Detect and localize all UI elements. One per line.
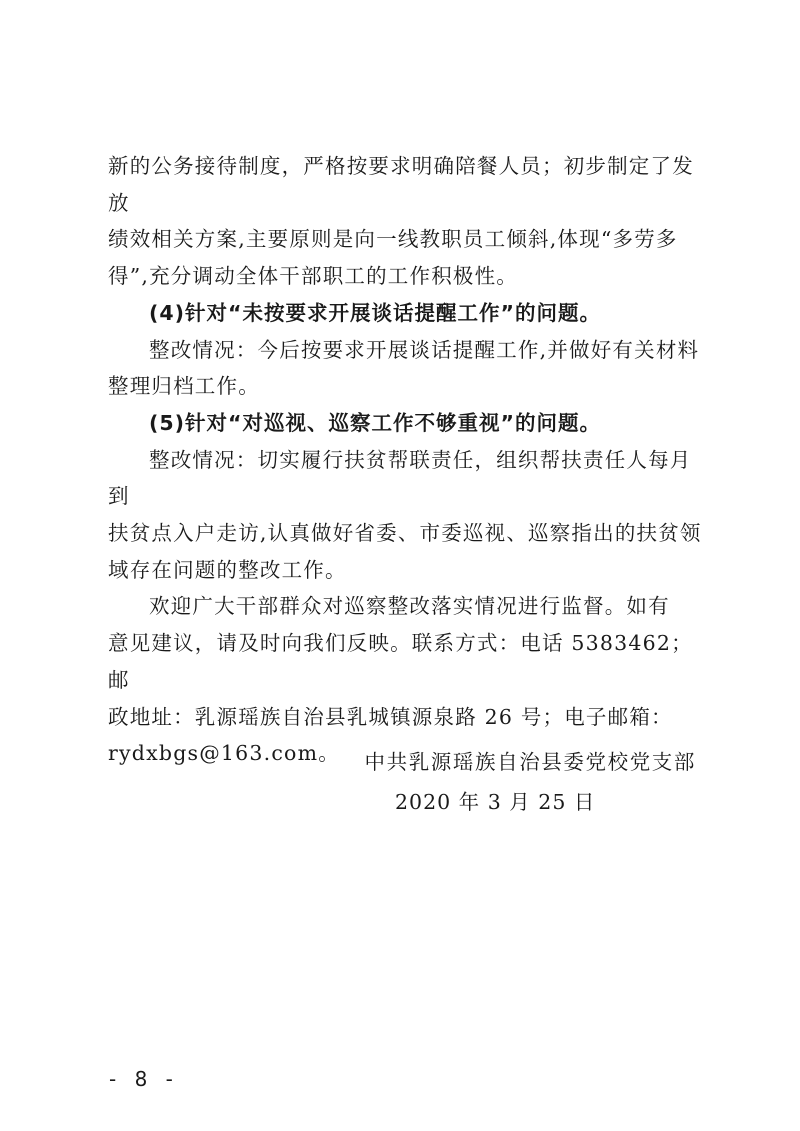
email-line: rydxbgs@163.com。	[108, 741, 340, 766]
text-line: 扶贫点入户走访,认真做好省委、市委巡视、巡察指出的扶贫领	[108, 521, 702, 546]
section-heading-5	[108, 405, 702, 442]
text-line: 欢迎广大干部群众对巡察整改落实情况进行监督。如有	[149, 594, 670, 619]
paragraph-continuation	[108, 148, 702, 295]
page-number: - 8 -	[109, 1067, 179, 1091]
text-line: 域存在问题的整改工作。	[108, 557, 347, 582]
section-heading-4	[108, 295, 702, 332]
text-line: 整改情况：今后按要求开展谈话提醒工作,并做好有关材料	[149, 337, 700, 362]
signature-organization: 中共乳源瑶族自治县委党校党支部	[364, 750, 696, 774]
heading-text: (5)针对“对巡视、巡察工作不够重视”的问题。	[149, 410, 601, 435]
text-line: 整理归档工作。	[108, 374, 260, 399]
paragraph-rectification-5	[108, 442, 702, 589]
body-text	[108, 148, 702, 772]
text-line: 新的公务接待制度，严格按要求明确陪餐人员；初步制定了发放	[108, 154, 694, 215]
text-line: 政地址：乳源瑶族自治县乳城镇源泉路 26 号；电子邮箱：	[108, 704, 673, 729]
heading-text: (4)针对“未按要求开展谈话提醒工作”的问题。	[149, 300, 601, 325]
text-line: 绩效相关方案,主要原则是向一线教职员工倾斜,体现“多劳多	[108, 227, 678, 252]
text-line: 得”,充分调动全体干部职工的工作积极性。	[108, 264, 518, 289]
signature-date: 2020 年 3 月 25 日	[395, 790, 596, 814]
paragraph-rectification-4	[108, 332, 702, 405]
text-line: 意见建议，请及时向我们反映。联系方式：电话 5383462；邮	[108, 631, 693, 692]
text-line: 整改情况：切实履行扶贫帮联责任，组织帮扶责任人每月到	[108, 447, 692, 509]
